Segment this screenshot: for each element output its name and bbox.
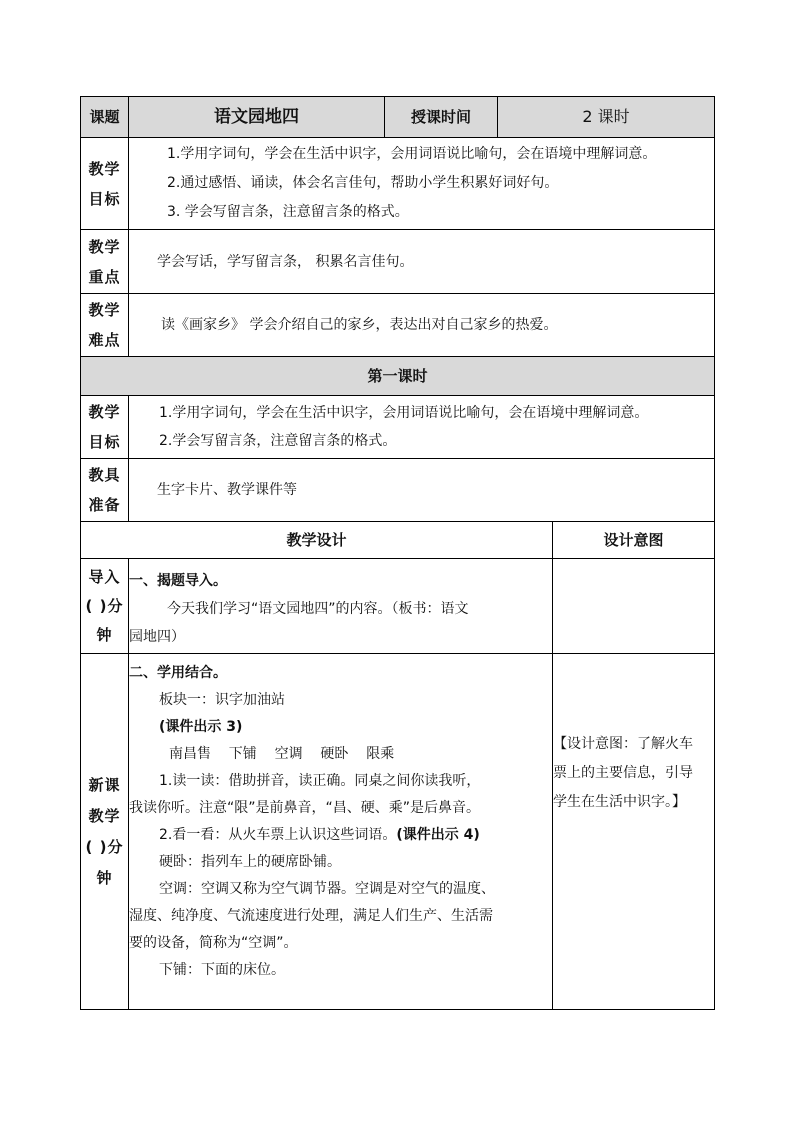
intro-heading: 一、揭题导入。 <box>129 573 227 589</box>
time-value: 2 课时 <box>498 97 715 138</box>
tools-cell <box>129 459 715 522</box>
new-lesson-line: 湿度、纯净度、气流速度进行处理，满足人们生产、生活需 <box>129 908 493 924</box>
key-points-label: 教学 重点 <box>81 230 129 294</box>
tools-label: 教具 准备 <box>81 459 129 522</box>
new-lesson-line: 板块一：识字加油站 <box>159 692 285 708</box>
new-lesson-line: 二、学用结合。 <box>129 665 227 681</box>
topic-label: 课题 <box>81 97 129 138</box>
intro-cell <box>129 559 553 654</box>
intent-line: 票上的主要信息，引导 <box>553 765 693 781</box>
new-lesson-line: 南昌售 下铺 空调 硬卧 限乘 <box>169 746 395 762</box>
tools-text: 生字卡片、教学课件等 <box>157 482 297 498</box>
new-lesson-line: 我读你听。注意“限”是前鼻音，“昌、硬、乘”是后鼻音。 <box>129 800 481 816</box>
intent-line: 学生在生活中识字。】 <box>553 794 686 810</box>
new-lesson-line: (课件出示 3) <box>159 719 243 735</box>
goals-cell <box>129 138 715 230</box>
difficulties-text: 读《画家乡》 学会介绍自己的家乡，表达出对自己家乡的热爱。 <box>161 317 558 333</box>
goal-line: 3. 学会写留言条，注意留言条的格式。 <box>167 204 409 220</box>
lesson-plan <box>80 96 714 1010</box>
lesson1-goals-label: 教学 目标 <box>81 396 129 459</box>
intro-text-2: 园地四） <box>129 629 185 645</box>
key-points-cell <box>129 230 715 294</box>
lesson1-goals-cell <box>129 396 715 459</box>
lesson1-title: 第一课时 <box>81 357 715 396</box>
new-lesson-intent-cell <box>553 654 715 1010</box>
lesson1-goal-line: 2.学会写留言条，注意留言条的格式。 <box>159 433 397 449</box>
new-lesson-line: 硬卧：指列车上的硬席卧铺。 <box>159 854 341 870</box>
topic-value: 语文园地四 <box>129 97 385 138</box>
key-points-text: 学会写话，学写留言条， 积累名言佳句。 <box>157 253 414 270</box>
new-lesson-line: 空调：空调又称为空气调节器。空调是对空气的温度、 <box>159 881 495 897</box>
difficulties-label: 教学 难点 <box>81 294 129 357</box>
lesson-plan-table <box>80 96 715 1010</box>
design-header: 教学设计 <box>81 522 553 559</box>
new-lesson-line: 下铺：下面的床位。 <box>159 962 285 978</box>
new-lesson-line: 要的设备，简称为“空调”。 <box>129 935 298 951</box>
intro-label: 导入 ( )分 钟 <box>81 559 129 654</box>
new-lesson-line: 2.看一看：从火车票上认识这些词语。(课件出示 4) <box>159 827 480 843</box>
new-lesson-label: 新课 教学 ( )分 钟 <box>81 654 129 1010</box>
intent-line: 【设计意图：了解火车 <box>553 736 693 752</box>
new-lesson-line: 1.读一读：借助拼音，读正确。同桌之间你读我听， <box>159 773 481 789</box>
time-label: 授课时间 <box>385 97 498 138</box>
new-lesson-cell <box>129 654 553 1010</box>
intent-header: 设计意图 <box>553 522 715 559</box>
goals-label: 教学 目标 <box>81 138 129 230</box>
intro-intent-cell <box>553 559 715 654</box>
goal-line: 2.通过感悟、诵读，体会名言佳句，帮助小学生积累好词好句。 <box>167 175 559 191</box>
goal-line: 1.学用字词句，学会在生活中识字，会用词语说比喻句，会在语境中理解词意。 <box>167 146 657 162</box>
lesson1-goal-line: 1.学用字词句，学会在生活中识字，会用词语说比喻句，会在语境中理解词意。 <box>159 405 649 421</box>
intro-text-1: 今天我们学习“语文园地四”的内容。（板书：语文 <box>167 601 469 617</box>
difficulties-cell <box>129 294 715 357</box>
